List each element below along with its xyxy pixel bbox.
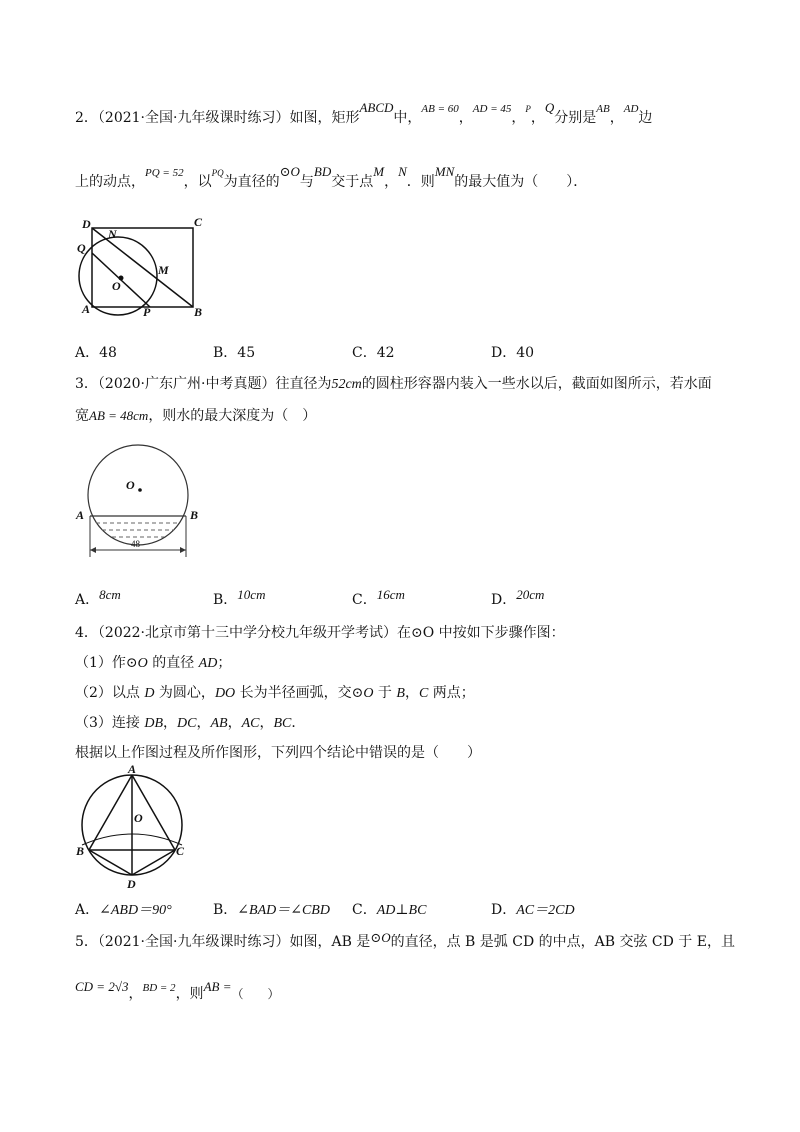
q2-text: 为直径的 <box>223 174 280 190</box>
q2-math: AD <box>623 103 639 115</box>
center-o-dot <box>138 488 142 492</box>
q2-text: 中， <box>393 110 422 126</box>
label-n: N <box>108 227 117 241</box>
label-o: O <box>134 811 143 825</box>
q4-line1 <box>75 623 565 643</box>
q3-figure-cylinder-water <box>70 435 210 570</box>
q2-text: 的最大值为（ ）． <box>454 174 588 190</box>
option-letter: C． <box>352 902 377 918</box>
q4-math: DC <box>177 716 197 731</box>
q3-option-d[interactable] <box>491 587 545 610</box>
q2-math: P <box>525 104 531 114</box>
q4-step2 <box>75 683 475 704</box>
option-value: 20cm <box>516 587 545 602</box>
option-value: 16cm <box>376 587 405 602</box>
q5-text: 的直径，点 B 是弧 CD 的中点，AB 交弦 CD 于 E，且 <box>390 934 735 950</box>
q2-source: （2021·全国·九年级课时练习） <box>97 110 290 126</box>
q2-text: 与 <box>299 174 314 190</box>
q5-math: CD = 2√3 <box>75 979 129 994</box>
q2-text: 边 <box>638 110 653 126</box>
q4-text: ， <box>404 685 419 701</box>
q2-option-d[interactable]: D．40 <box>491 345 535 361</box>
q4-number: 4． <box>75 625 98 641</box>
q5-math: ⊙O <box>370 930 391 945</box>
q4-text: ； <box>217 655 232 671</box>
q2-math: PQ = 52 <box>145 167 184 179</box>
option-letter: B． <box>213 902 238 918</box>
q4-math: AB <box>210 716 228 731</box>
q2-option-c[interactable]: C．42 <box>352 345 395 361</box>
q4-text: ． <box>291 715 306 731</box>
q2-math: PQ <box>211 168 224 178</box>
q3-source: （2020·广东广州·中考真题） <box>97 376 276 392</box>
q4-math: C <box>418 686 429 701</box>
segment-ab <box>89 775 132 850</box>
q5-text: ， <box>128 986 143 1002</box>
label-b: B <box>190 508 199 522</box>
q2-line1 <box>75 100 653 129</box>
q4-math: DB <box>144 716 164 731</box>
q3-text: 的圆柱形容器内装入一些水以后，截面如图所示，若水面 <box>361 376 712 392</box>
q4-math: DO <box>214 686 236 701</box>
q4-text: （3）连接 <box>75 715 145 731</box>
option-letter: A． <box>75 592 100 608</box>
segment-db <box>89 850 132 875</box>
option-value: ∠BAD＝∠CBD <box>237 903 330 918</box>
q5-text: （ ） <box>231 987 280 1001</box>
q2-text: ， <box>384 174 399 190</box>
q4-option-a[interactable] <box>75 900 172 921</box>
q3-math: 52cm <box>331 377 362 392</box>
q4-math: AC <box>241 716 260 731</box>
q4-math: AD <box>198 656 218 671</box>
option-letter: D． <box>491 592 517 608</box>
q4-text: 于 <box>373 685 397 701</box>
q4-text: 为圆心， <box>154 685 215 701</box>
q4-source: （2022·北京市第十三中学分校九年级开学考试） <box>97 625 397 641</box>
q2-text: ， <box>530 110 545 126</box>
option-letter: A． <box>75 902 100 918</box>
q2-text: ， <box>458 110 473 126</box>
q2-text: 如图，矩形 <box>289 110 360 126</box>
q2-math: N <box>398 164 407 179</box>
q2-figure-rectangle-circle <box>70 210 210 320</box>
option-letter: D． <box>491 902 517 918</box>
q2-math: AD = 45 <box>472 103 512 115</box>
q5-text: ，则 <box>175 986 204 1002</box>
label-m: M <box>158 263 169 277</box>
q4-text: 两点； <box>428 685 475 701</box>
q4-text: ， <box>163 715 178 731</box>
segment-dc <box>132 850 175 875</box>
q2-math: M <box>373 164 385 179</box>
q4-math: D <box>144 686 155 701</box>
option-value: 8cm <box>99 587 121 602</box>
q3-line2 <box>75 406 316 426</box>
q2-text: ．则 <box>406 174 435 190</box>
q5-math: BD = 2 <box>142 982 176 994</box>
q4-option-b[interactable] <box>213 900 330 921</box>
q2-text: 上的动点， <box>75 174 145 190</box>
q4-intro: 在⊙O 中按如下步骤作图： <box>397 625 565 641</box>
q4-step3 <box>75 713 305 734</box>
option-value: 10cm <box>237 587 266 602</box>
q3-line1 <box>75 374 712 395</box>
label-p: P <box>143 305 151 319</box>
q2-text: 分别是 <box>554 110 597 126</box>
q2-text: ， <box>511 110 526 126</box>
label-d: D <box>127 877 136 891</box>
q4-text: （2）以点 <box>75 685 145 701</box>
q5-math: AB = <box>203 979 232 994</box>
q2-text: ， <box>609 110 624 126</box>
q4-option-c[interactable] <box>352 900 426 921</box>
q2-math: AB = 60 <box>421 103 459 115</box>
q2-math: BD <box>313 164 332 179</box>
q5-text: 如图，AB 是 <box>289 934 371 950</box>
q3-math: AB = 48cm <box>89 408 149 423</box>
q2-math: Q <box>544 100 555 115</box>
q3-option-b[interactable] <box>213 587 266 610</box>
label-q: Q <box>77 241 86 255</box>
option-letter: C． <box>352 592 377 608</box>
q4-text: 的直径 <box>147 655 199 671</box>
q2-math: ⊙O <box>279 164 300 179</box>
q2-text: 交于点 <box>331 174 374 190</box>
q2-option-b[interactable]: B．45 <box>213 345 256 361</box>
q4-text: ， <box>227 715 242 731</box>
q4-math: BC <box>273 716 292 731</box>
q4-option-d[interactable] <box>491 900 575 921</box>
label-b: B <box>194 305 203 319</box>
q4-text: ， <box>196 715 211 731</box>
q3-text: 往直径为 <box>275 376 332 392</box>
label-o: O <box>126 478 135 492</box>
q4-math: B <box>396 686 405 701</box>
q5-line2 <box>75 979 280 1005</box>
label-c: C <box>176 844 185 858</box>
q3-option-c[interactable] <box>352 587 405 610</box>
q5-source: （2021·全国·九年级课时练习） <box>97 934 290 950</box>
q5-number: 5． <box>75 934 98 950</box>
q2-line2 <box>75 164 588 193</box>
label-d: D <box>82 217 91 231</box>
label-o: O <box>112 279 121 293</box>
q3-text: ，则水的最大深度为（ ） <box>148 408 317 424</box>
label-b: B <box>76 844 85 858</box>
label-width: 48 <box>131 539 140 549</box>
label-a: A <box>128 762 137 776</box>
q4-math: O <box>363 686 374 701</box>
option-value: AD⊥BC <box>376 903 427 918</box>
q2-option-a[interactable]: A．48 <box>75 345 117 361</box>
q3-option-a[interactable] <box>75 587 121 610</box>
label-c: C <box>194 215 203 229</box>
option-value: ∠ABD＝90° <box>99 903 172 918</box>
q4-step1 <box>75 653 231 674</box>
q4-text: 长为半径画弧，交⊙ <box>235 685 364 701</box>
q2-math: ABCD <box>359 100 394 115</box>
q3-number: 3． <box>75 376 98 392</box>
q2-math: AB <box>596 103 610 115</box>
label-a: A <box>82 302 91 316</box>
q5-line1 <box>75 932 735 952</box>
option-letter: B． <box>213 592 238 608</box>
q3-text: 宽 <box>75 408 89 424</box>
q2-math: MN <box>434 164 455 179</box>
q4-figure-circle-construction <box>70 762 195 891</box>
q4-math: O <box>137 656 148 671</box>
label-a: A <box>76 508 85 522</box>
q2-number: 2． <box>75 110 98 126</box>
q4-text: ， <box>259 715 274 731</box>
q4-text: （1）作⊙ <box>75 655 138 671</box>
option-value: AC＝2CD <box>516 903 575 918</box>
q2-text: ，以 <box>183 174 212 190</box>
q4-question: 根据以上作图过程及所作图形，下列四个结论中错误的是（ ） <box>75 745 481 761</box>
